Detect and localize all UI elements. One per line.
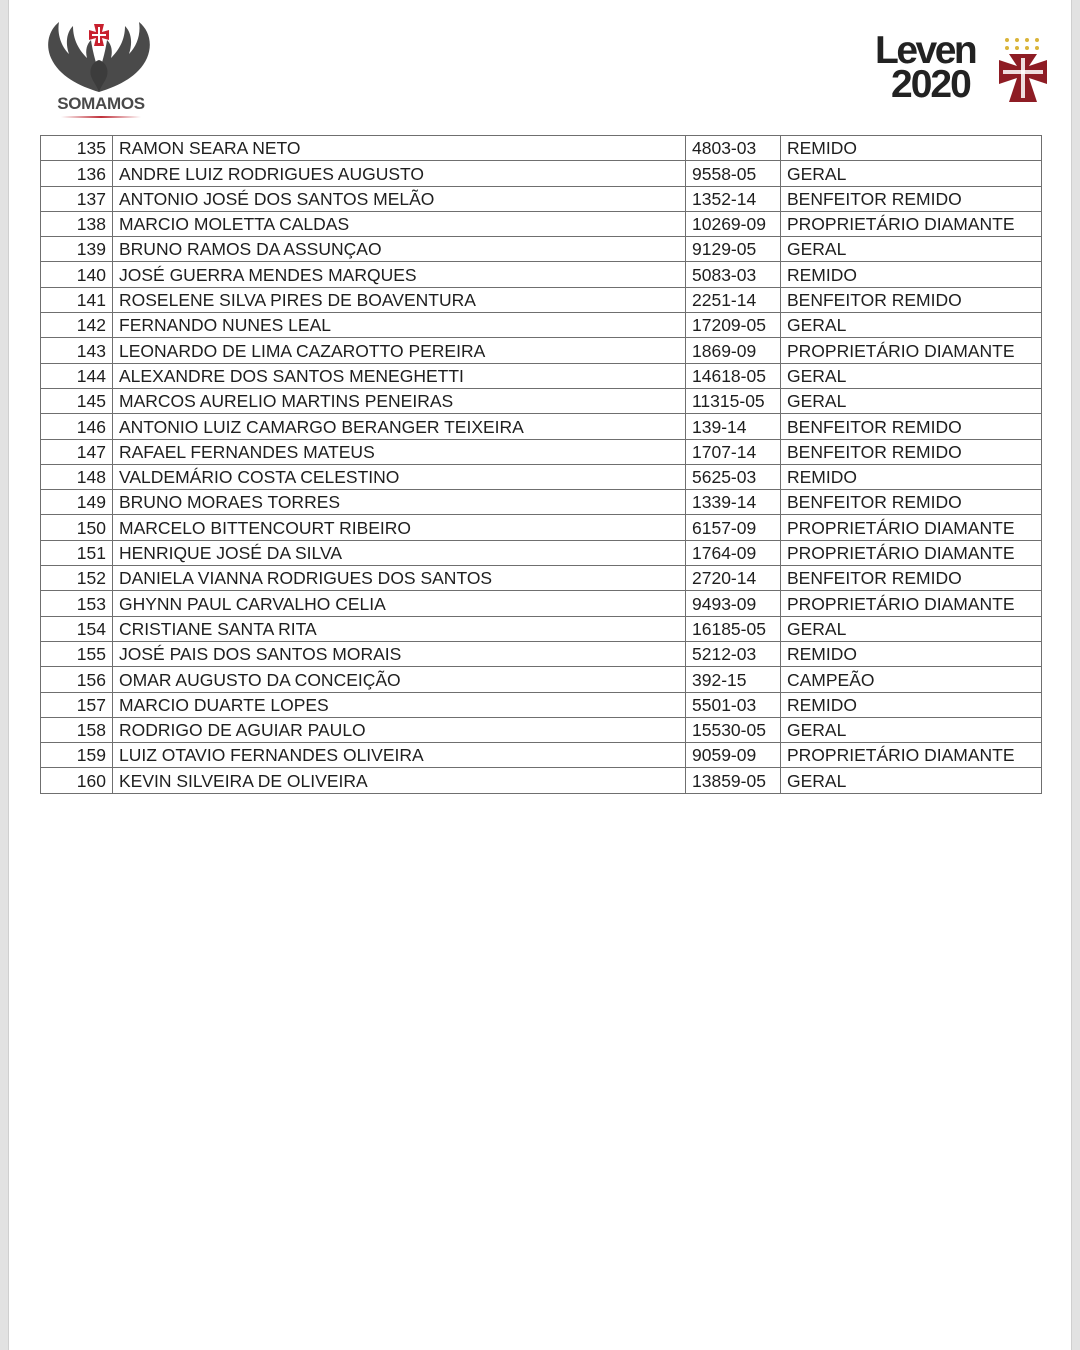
member-registration: 16185-05 [686,616,781,641]
member-name: MARCELO BITTENCOURT RIBEIRO [113,515,686,540]
table-row [41,641,1042,666]
row-number: 155 [41,641,113,666]
member-name: ROSELENE SILVA PIRES DE BOAVENTURA [113,287,686,312]
member-name: MARCOS AURELIO MARTINS PENEIRAS [113,388,686,413]
table-row [41,414,1042,439]
member-registration: 139-14 [686,414,781,439]
table-row [41,439,1042,464]
document-page [8,0,1072,1350]
member-category: PROPRIETÁRIO DIAMANTE [781,515,1042,540]
row-number: 150 [41,515,113,540]
member-name: LEONARDO DE LIMA CAZAROTTO PEREIRA [113,338,686,363]
member-name: BRUNO MORAES TORRES [113,490,686,515]
member-name: ALEXANDRE DOS SANTOS MENEGHETTI [113,363,686,388]
member-name: BRUNO RAMOS DA ASSUNÇAO [113,237,686,262]
table-row [41,464,1042,489]
row-number: 152 [41,566,113,591]
member-name: OMAR AUGUSTO DA CONCEIÇÃO [113,667,686,692]
member-registration: 14618-05 [686,363,781,388]
member-registration: 17209-05 [686,313,781,338]
member-category: PROPRIETÁRIO DIAMANTE [781,591,1042,616]
member-name: LUIZ OTAVIO FERNANDES OLIVEIRA [113,743,686,768]
table-row [41,566,1042,591]
member-category: GERAL [781,616,1042,641]
leven-wordmark: Leven [875,29,976,72]
member-category: REMIDO [781,262,1042,287]
row-number: 135 [41,136,113,161]
table-row [41,313,1042,338]
member-name: GHYNN PAUL CARVALHO CELIA [113,591,686,616]
member-registration: 9129-05 [686,237,781,262]
member-name: ANTONIO JOSÉ DOS SANTOS MELÃO [113,186,686,211]
row-number: 153 [41,591,113,616]
member-registration: 13859-05 [686,768,781,793]
row-number: 157 [41,692,113,717]
table-row [41,490,1042,515]
table-row [41,136,1042,161]
row-number: 156 [41,667,113,692]
row-number: 142 [41,313,113,338]
member-name: HENRIQUE JOSÉ DA SILVA [113,540,686,565]
row-number: 139 [41,237,113,262]
member-name: KEVIN SILVEIRA DE OLIVEIRA [113,768,686,793]
table-row [41,540,1042,565]
member-registration: 1707-14 [686,439,781,464]
member-category: GERAL [781,313,1042,338]
member-registration: 1869-09 [686,338,781,363]
member-registration: 9558-05 [686,161,781,186]
member-category: PROPRIETÁRIO DIAMANTE [781,338,1042,363]
member-category: REMIDO [781,692,1042,717]
member-name: FERNANDO NUNES LEAL [113,313,686,338]
somamos-logo [39,14,159,124]
member-category: GERAL [781,388,1042,413]
table-row [41,717,1042,742]
member-registration: 5083-03 [686,262,781,287]
member-name: RAMON SEARA NETO [113,136,686,161]
member-category: BENFEITOR REMIDO [781,414,1042,439]
table-row [41,211,1042,236]
member-name: DANIELA VIANNA RODRIGUES DOS SANTOS [113,566,686,591]
member-category: GERAL [781,161,1042,186]
somamos-wordmark: SOMAMOS [57,94,145,113]
member-name: JOSÉ PAIS DOS SANTOS MORAIS [113,641,686,666]
member-category: CAMPEÃO [781,667,1042,692]
table-row [41,161,1042,186]
row-number: 143 [41,338,113,363]
table-row [41,667,1042,692]
table-row [41,591,1042,616]
members-table-body [41,136,1042,794]
member-category: BENFEITOR REMIDO [781,186,1042,211]
member-registration: 15530-05 [686,717,781,742]
member-registration: 5625-03 [686,464,781,489]
members-table [40,135,1042,794]
row-number: 159 [41,743,113,768]
table-row [41,287,1042,312]
row-number: 146 [41,414,113,439]
table-row [41,692,1042,717]
eagle-cross-icon [39,14,159,94]
member-name: RAFAEL FERNANDES MATEUS [113,439,686,464]
table-row [41,262,1042,287]
row-number: 138 [41,211,113,236]
row-number: 160 [41,768,113,793]
member-name: ANTONIO LUIZ CAMARGO BERANGER TEIXEIRA [113,414,686,439]
row-number: 151 [41,540,113,565]
member-registration: 2251-14 [686,287,781,312]
member-category: REMIDO [781,464,1042,489]
row-number: 145 [41,388,113,413]
member-name: JOSÉ GUERRA MENDES MARQUES [113,262,686,287]
member-registration: 1352-14 [686,186,781,211]
member-category: BENFEITOR REMIDO [781,287,1042,312]
member-category: GERAL [781,768,1042,793]
member-name: CRISTIANE SANTA RITA [113,616,686,641]
member-registration: 1339-14 [686,490,781,515]
member-category: PROPRIETÁRIO DIAMANTE [781,743,1042,768]
member-category: REMIDO [781,136,1042,161]
row-number: 140 [41,262,113,287]
member-category: BENFEITOR REMIDO [781,439,1042,464]
member-name: RODRIGO DE AGUIAR PAULO [113,717,686,742]
member-registration: 1764-09 [686,540,781,565]
member-registration: 9059-09 [686,743,781,768]
member-category: GERAL [781,717,1042,742]
somamos-underline [61,116,141,118]
member-registration: 4803-03 [686,136,781,161]
member-category: REMIDO [781,641,1042,666]
row-number: 144 [41,363,113,388]
member-name: ANDRE LUIZ RODRIGUES AUGUSTO [113,161,686,186]
member-registration: 10269-09 [686,211,781,236]
member-registration: 5501-03 [686,692,781,717]
member-registration: 9493-09 [686,591,781,616]
table-row [41,186,1042,211]
row-number: 149 [41,490,113,515]
member-name: MARCIO DUARTE LOPES [113,692,686,717]
member-category: BENFEITOR REMIDO [781,490,1042,515]
member-category: GERAL [781,237,1042,262]
maltese-cross-icon [997,36,1049,102]
row-number: 148 [41,464,113,489]
row-number: 158 [41,717,113,742]
leven-2020-logo [875,29,1055,106]
member-category: BENFEITOR REMIDO [781,566,1042,591]
row-number: 137 [41,186,113,211]
row-number: 154 [41,616,113,641]
member-registration: 5212-03 [686,641,781,666]
table-row [41,768,1042,793]
member-name: MARCIO MOLETTA CALDAS [113,211,686,236]
table-row [41,616,1042,641]
table-row [41,338,1042,363]
member-category: PROPRIETÁRIO DIAMANTE [781,211,1042,236]
member-registration: 392-15 [686,667,781,692]
member-registration: 11315-05 [686,388,781,413]
member-registration: 2720-14 [686,566,781,591]
member-name: VALDEMÁRIO COSTA CELESTINO [113,464,686,489]
table-row [41,743,1042,768]
table-row [41,237,1042,262]
row-number: 141 [41,287,113,312]
member-registration: 6157-09 [686,515,781,540]
member-category: GERAL [781,363,1042,388]
table-row [41,363,1042,388]
table-row [41,515,1042,540]
member-category: PROPRIETÁRIO DIAMANTE [781,540,1042,565]
row-number: 136 [41,161,113,186]
leven-year: 2020 [891,63,970,106]
table-row [41,388,1042,413]
row-number: 147 [41,439,113,464]
